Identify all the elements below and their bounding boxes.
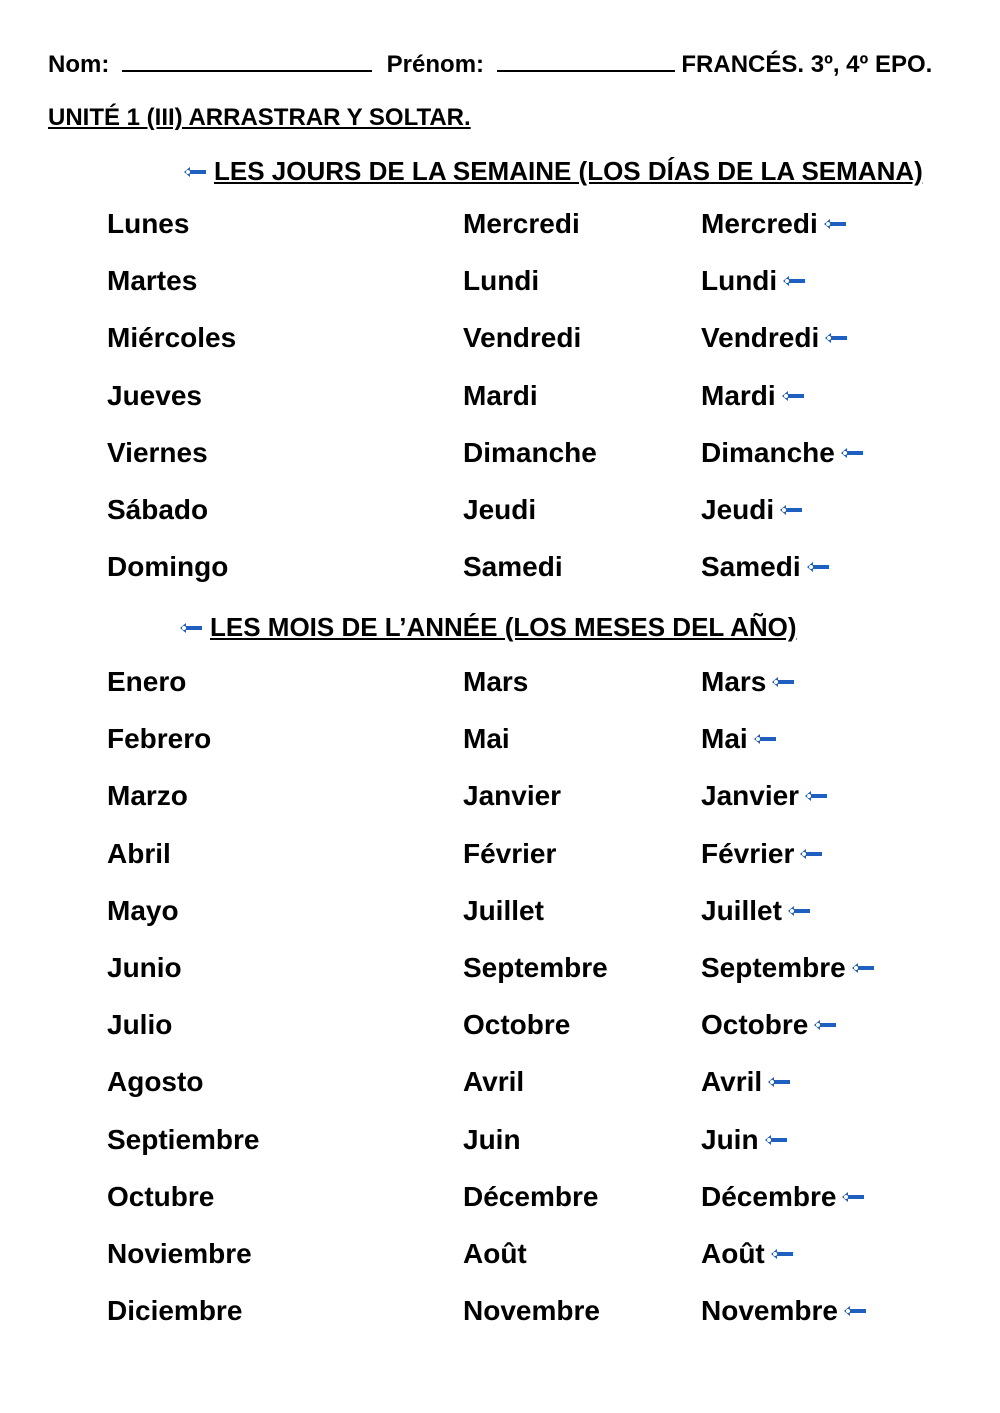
spanish-word: Junio	[107, 952, 182, 983]
months-row	[0, 1181, 1000, 1221]
french-answer-text: Juillet	[701, 894, 782, 926]
french-answer-text: Août	[701, 1238, 765, 1269]
french-answer-text: Mercredi	[701, 208, 818, 239]
french-answer-word	[701, 208, 848, 240]
days-row	[0, 208, 1000, 248]
french-draggable-word[interactable]: Samedi	[463, 551, 563, 583]
french-answer-text: Janvier	[701, 780, 800, 812]
french-answer-word	[701, 780, 829, 812]
pointing-hand-icon	[786, 904, 812, 918]
spanish-word: Domingo	[107, 551, 229, 583]
pointing-hand-icon	[770, 675, 796, 689]
days-title-text: LES JOURS DE LA SEMAINE (LOS DÍAS DE LA SEMANA)	[214, 156, 923, 186]
months-row	[0, 1124, 1000, 1164]
french-answer-word	[701, 551, 831, 583]
pointing-hand-icon	[781, 274, 807, 288]
french-answer-text: Mai	[701, 723, 748, 755]
french-draggable-word[interactable]: Janvier	[463, 780, 562, 812]
french-draggable-word[interactable]: Mars	[463, 666, 529, 697]
french-answer-text: Février	[701, 837, 795, 869]
months-row	[0, 1238, 1000, 1278]
months-row	[0, 723, 1000, 763]
french-draggable-word[interactable]: Septembre	[463, 952, 608, 983]
french-draggable-word[interactable]: Août	[463, 1238, 527, 1269]
french-answer-text: Lundi	[701, 265, 778, 297]
pointing-hand-icon	[812, 1018, 838, 1032]
spanish-word: Miércoles	[107, 322, 237, 354]
course-label: FRANCÉS. 3º, 4º EPO.	[681, 51, 933, 78]
french-draggable-word[interactable]: Mai	[463, 723, 510, 755]
french-answer-text: Décembre	[701, 1180, 837, 1212]
months-row	[0, 1009, 1000, 1049]
pointing-hand-icon	[763, 1133, 789, 1147]
pointing-hand-icon	[778, 503, 804, 517]
french-answer-word	[701, 322, 849, 354]
spanish-word: Agosto	[107, 1066, 204, 1098]
french-answer-text: Vendredi	[701, 322, 820, 354]
spanish-word: Septiembre	[107, 1123, 260, 1155]
french-answer-text: Septembre	[701, 952, 846, 983]
months-row	[0, 838, 1000, 878]
french-draggable-word[interactable]: Vendredi	[463, 322, 582, 354]
french-draggable-word[interactable]: Juin	[463, 1123, 521, 1155]
pointing-hand-icon	[805, 560, 831, 574]
french-answer-text: Mars	[701, 666, 767, 697]
french-answer-word	[701, 1009, 838, 1041]
pointing-hand-icon	[752, 732, 778, 746]
months-row	[0, 666, 1000, 706]
french-answer-text: Dimanche	[701, 436, 835, 468]
french-draggable-word[interactable]: Février	[463, 837, 557, 869]
spanish-word: Lunes	[107, 208, 190, 239]
months-section-title	[178, 612, 797, 643]
french-answer-word	[701, 437, 865, 469]
pointing-hand-icon	[822, 217, 848, 231]
months-row	[0, 780, 1000, 820]
french-answer-word	[701, 666, 796, 698]
french-answer-word	[701, 838, 824, 870]
french-draggable-word[interactable]: Juillet	[463, 894, 544, 926]
prenom-label: Prénom:	[386, 51, 485, 78]
french-answer-text: Samedi	[701, 551, 801, 583]
spanish-word: Julio	[107, 1009, 173, 1041]
pointing-hand-icon	[850, 961, 876, 975]
french-answer-word	[701, 1066, 792, 1098]
french-answer-word	[701, 1181, 866, 1213]
french-answer-text: Avril	[701, 1066, 763, 1098]
prenom-blank-line[interactable]	[497, 50, 675, 72]
french-answer-text: Juin	[701, 1123, 759, 1155]
unit-title: UNITÉ 1 (III) ARRASTRAR Y SOLTAR.	[48, 104, 471, 131]
spanish-word: Martes	[107, 265, 198, 297]
french-answer-text: Jeudi	[701, 494, 775, 525]
french-answer-word	[701, 265, 807, 297]
days-section-title	[182, 156, 923, 187]
french-draggable-word[interactable]: Mardi	[463, 379, 538, 411]
spanish-word: Noviembre	[107, 1238, 252, 1269]
nom-blank-line[interactable]	[122, 50, 372, 72]
months-row	[0, 1066, 1000, 1106]
pointing-hand-icon	[840, 1190, 866, 1204]
french-draggable-word[interactable]: Dimanche	[463, 436, 597, 468]
spanish-word: Diciembre	[107, 1295, 243, 1327]
french-answer-text: Novembre	[701, 1295, 838, 1327]
spanish-word: Abril	[107, 837, 171, 869]
pointing-hand-icon	[823, 331, 849, 345]
spanish-word: Octubre	[107, 1180, 215, 1212]
french-answer-word	[701, 380, 806, 412]
french-draggable-word[interactable]: Décembre	[463, 1180, 599, 1212]
french-answer-word	[701, 952, 876, 984]
months-row	[0, 1295, 1000, 1335]
worksheet-header	[48, 50, 932, 79]
days-row	[0, 494, 1000, 534]
french-answer-word	[701, 895, 812, 927]
french-answer-word	[701, 723, 778, 755]
spanish-word: Febrero	[107, 723, 212, 755]
french-draggable-word[interactable]: Octobre	[463, 1009, 571, 1041]
french-answer-word	[701, 494, 804, 526]
spanish-word: Enero	[107, 666, 187, 697]
french-answer-text: Mardi	[701, 379, 776, 411]
french-draggable-word[interactable]: Lundi	[463, 265, 540, 297]
days-row	[0, 551, 1000, 591]
spanish-word: Sábado	[107, 494, 209, 525]
spanish-word: Jueves	[107, 379, 202, 411]
pointing-hand-icon	[803, 789, 829, 803]
pointing-hand-icon	[182, 165, 208, 179]
pointing-hand-icon	[769, 1247, 795, 1261]
pointing-hand-icon	[842, 1304, 868, 1318]
months-row	[0, 952, 1000, 992]
days-row	[0, 322, 1000, 362]
pointing-hand-icon	[766, 1075, 792, 1089]
months-row	[0, 895, 1000, 935]
spanish-word: Viernes	[107, 436, 208, 468]
nom-label: Nom:	[48, 51, 110, 78]
days-row	[0, 380, 1000, 420]
pointing-hand-icon	[178, 621, 204, 635]
french-answer-text: Octobre	[701, 1009, 809, 1041]
french-answer-word	[701, 1124, 789, 1156]
french-draggable-word[interactable]: Mercredi	[463, 208, 580, 239]
french-draggable-word[interactable]: Avril	[463, 1066, 525, 1098]
french-draggable-word[interactable]: Jeudi	[463, 494, 537, 525]
days-row	[0, 437, 1000, 477]
pointing-hand-icon	[839, 446, 865, 460]
days-row	[0, 265, 1000, 305]
spanish-word: Marzo	[107, 780, 188, 812]
french-answer-word	[701, 1295, 868, 1327]
french-answer-word	[701, 1238, 795, 1270]
months-title-text: LES MOIS DE L’ANNÉE (LOS MESES DEL AÑO)	[210, 612, 797, 642]
pointing-hand-icon	[798, 847, 824, 861]
spanish-word: Mayo	[107, 894, 179, 926]
pointing-hand-icon	[780, 389, 806, 403]
french-draggable-word[interactable]: Novembre	[463, 1295, 600, 1327]
